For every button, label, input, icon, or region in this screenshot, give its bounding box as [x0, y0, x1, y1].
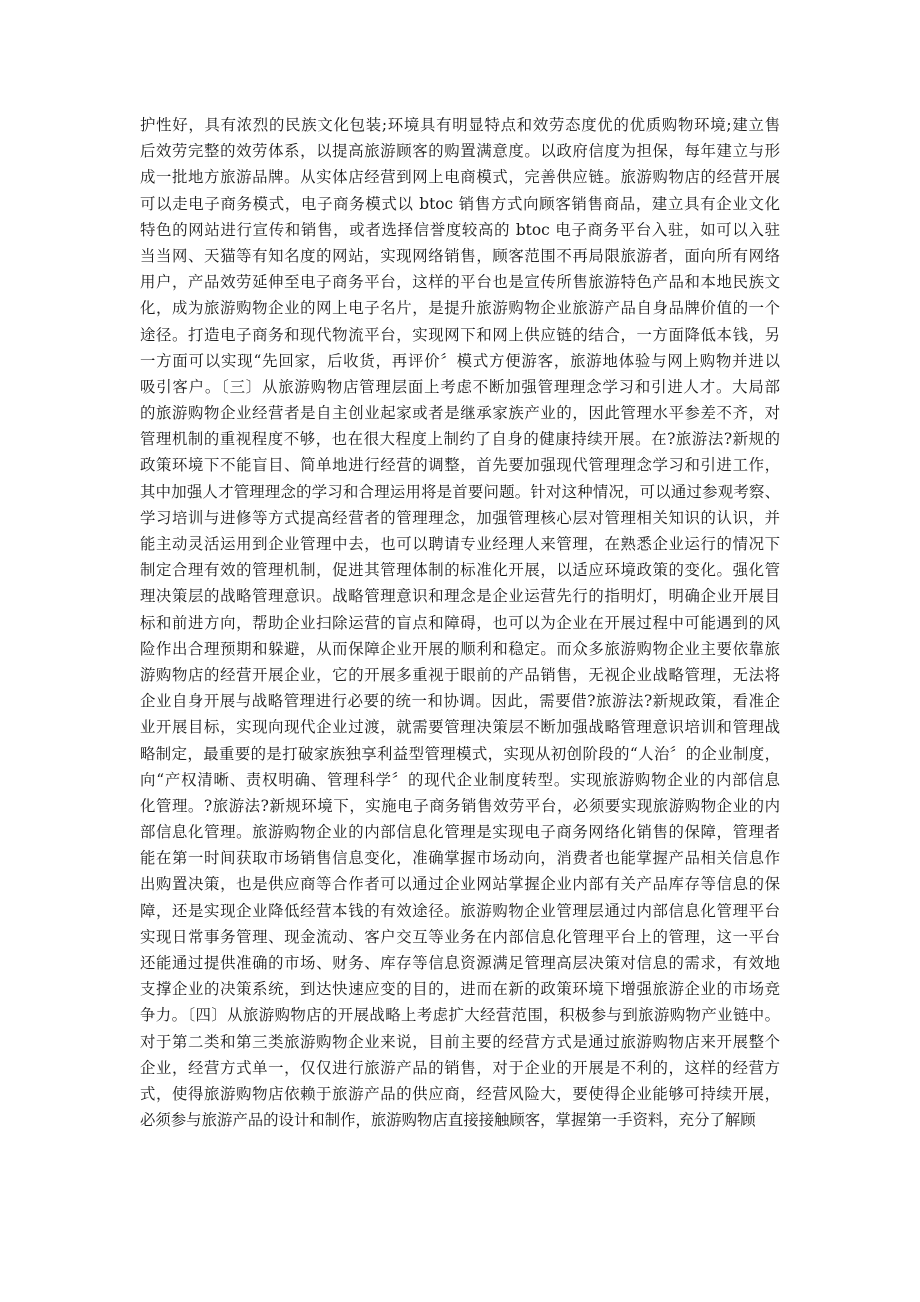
text-line: 途径。打造电子商务和现代物流平台，实现网下和网上供应链的结合，一方面降低本钱，另 [140, 325, 780, 344]
text-line: 成一批地方旅游品牌。从实体店经营到网上电商模式，完善供应链。旅游购物店的经营开展 [140, 168, 780, 187]
text-line: 政策环境下不能盲目、简单地进行经营的调整，首先要加强现代管理理念学习和引进工作， [140, 456, 780, 475]
text-line: 必须参与旅游产品的设计和制作，旅游购物店直接接触顾客，掌握第一手资料，充分了解顾 [140, 1111, 756, 1130]
text-line: 游购物店的经营开展企业，它的开展多重视于眼前的产品销售，无视企业战略管理，无法将 [140, 665, 780, 684]
text-line: 企业，经营方式单一，仅仅进行旅游产品的销售，对于企业的开展是不利的，这样的经营方 [140, 1058, 780, 1077]
text-line: 险作出合理预期和躲避，从而保障企业开展的顺利和稳定。而众多旅游购物企业主要依靠旅 [140, 639, 780, 658]
text-line: 化，成为旅游购物企业的网上电子名片，是提升旅游购物企业旅游产品自身品牌价值的一个 [140, 299, 780, 318]
text-line: 可以走电子商务模式，电子商务模式以 btoc 销售方式向顾客销售商品，建立具有企业文化 [140, 194, 780, 213]
text-line: 式，使得旅游购物店依赖于旅游产品的供应商，经营风险大，要使得企业能够可持续开展， [140, 1084, 780, 1103]
text-line: 的旅游购物企业经营者是自主创业起家或者是继承家族产业的，因此管理水平参差不齐，对 [140, 404, 780, 423]
text-line: 能主动灵活运用到企业管理中去，也可以聘请专业经理人来管理，在熟悉企业运行的情况下 [140, 535, 780, 553]
text-line: 业开展目标，实现向现代企业过渡，就需要管理决策层不断加强战略管理意识培训和管理战 [140, 718, 780, 737]
text-line: 出购置决策，也是供应商等合作者可以通过企业网站掌握企业内部有关产品库存等信息的保 [140, 875, 780, 894]
text-line: 当当网、天猫等有知名度的网站，实现网络销售，顾客范围不再局限旅游者，面向所有网络 [140, 246, 780, 265]
text-line: 后效劳完整的效劳体系，以提高旅游顾客的购置满意度。以政府信度为担保，每年建立与形 [140, 142, 780, 161]
text-line: 支撑企业的决策系统，到达快速应变的目的，进而在新的政策环境下增强旅游企业的市场竞 [140, 980, 780, 999]
text-line: 其中加强人才管理理念的学习和合理运用将是首要问题。针对这种情况，可以通过参观考察、 [140, 482, 780, 501]
text-line: 管理机制的重视程度不够，也在很大程度上制约了自身的健康持续开展。在?旅游法?新规的 [140, 430, 780, 449]
text-line: 特色的网站进行宣传和销售，或者选择信誉度较高的 btoc 电子商务平台入驻，如可以入驻 [140, 220, 780, 239]
text-line: 还能通过提供准确的市场、财务、库存等信息资源满足管理高层决策对信息的需求，有效地 [140, 954, 780, 972]
text-line: 用户，产品效劳延伸至电子商务平台，这样的平台也是宣传所售旅游特色产品和本地民族文 [140, 273, 780, 292]
text-line: 实现日常事务管理、现金流动、客户交互等业务在内部信息化管理平台上的管理，这一平台 [140, 927, 780, 946]
text-line: 一方面可以实现“先回家，后收货，再评价〞模式方便游客，旅游地体验与网上购物并进以 [140, 351, 780, 370]
text-line: 标和前进方向，帮助企业扫除运营的盲点和障碍，也可以为企业在开展过程中可能遇到的风 [140, 613, 780, 632]
text-line: 学习培训与进修等方式提高经营者的管理理念，加强管理核心层对管理相关知识的认识，并 [140, 508, 780, 527]
text-line: 吸引客户。〔三〕从旅游购物店管理层面上考虑不断加强管理理念学习和引进人才。大局部 [140, 377, 780, 396]
text-line: 制定合理有效的管理机制，促进其管理体制的标准化开展，以适应环境政策的变化。强化管 [140, 561, 780, 580]
text-line: 护性好，具有浓烈的民族文化包装;环境具有明显特点和效劳态度优的优质购物环境;建立售 [140, 116, 780, 134]
text-line: 障，还是实现企业降低经营本钱的有效途径。旅游购物企业管理层通过内部信息化管理平台 [140, 901, 780, 920]
text-line: 部信息化管理。旅游购物企业的内部信息化管理是实现电子商务网络化销售的保障，管理者 [140, 823, 780, 842]
text-line: 向“产权清晰、责权明确、管理科学〞的现代企业制度转型。实现旅游购物企业的内部信息 [140, 770, 780, 789]
text-line: 企业自身开展与战略管理进行必要的统一和协调。因此，需要借?旅游法?新规政策，看准企 [140, 692, 780, 711]
body-text [140, 112, 780, 1133]
text-line: 化管理。?旅游法?新规环境下，实施电子商务销售效劳平台，必须要实现旅游购物企业的内 [140, 796, 780, 815]
text-line: 理决策层的战略管理意识。战略管理意识和理念是企业运营先行的指明灯，明确企业开展目 [140, 587, 780, 606]
text-line: 能在第一时间获取市场销售信息变化，准确掌握市场动向，消费者也能掌握产品相关信息作 [140, 849, 780, 868]
text-line: 对于第二类和第三类旅游购物企业来说，目前主要的经营方式是通过旅游购物店来开展整个 [140, 1032, 780, 1051]
text-line: 略制定，最重要的是打破家族独享利益型管理模式，实现从初创阶段的“人治〞的企业制度， [140, 744, 780, 763]
text-line: 争力。〔四〕从旅游购物店的开展战略上考虑扩大经营范围，积极参与到旅游购物产业链中。 [140, 1006, 780, 1025]
